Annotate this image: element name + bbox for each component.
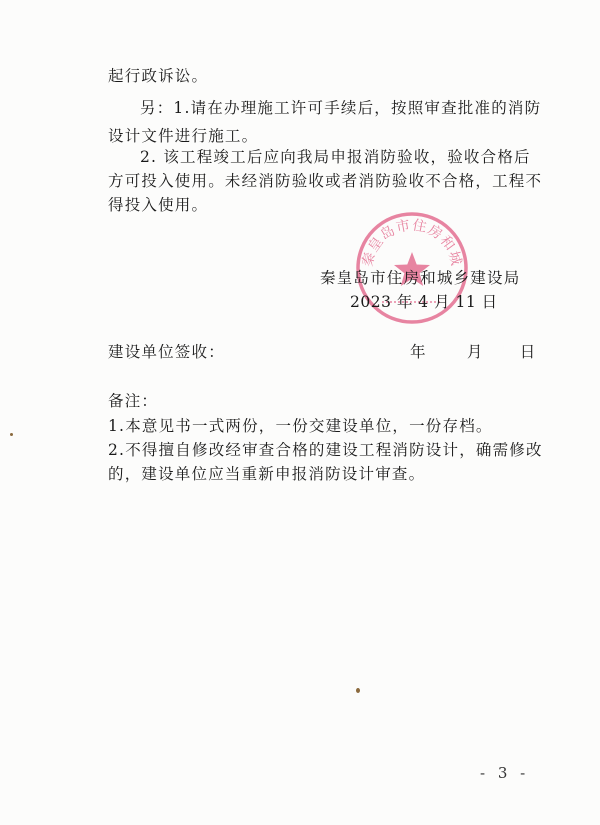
body-line-2: 另：1.请在办理施工许可手续后，按照审查批准的消防 <box>140 99 542 117</box>
body-line-6: 得投入使用。 <box>108 196 209 214</box>
note-line-3: 的，建设单位应当重新申报消防设计审查。 <box>108 465 426 483</box>
note-line-1: 1.本意见书一式两份，一份交建设单位，一份存档。 <box>108 417 493 435</box>
body-line-1: 起行政诉讼。 <box>108 67 209 85</box>
month-field: 月 <box>466 343 484 361</box>
notes-heading: 备注： <box>108 392 159 410</box>
seal-text: 秦皇岛市住房和城 <box>359 217 465 269</box>
sign-date-fields <box>410 342 536 362</box>
body-line-5: 方可投入使用。未经消防验收或者消防验收不合格，工程不 <box>108 172 543 190</box>
day-field: 日 <box>519 343 537 361</box>
sign-label: 建设单位签收： <box>108 343 225 361</box>
scan-speck <box>10 433 13 436</box>
scan-speck <box>356 688 360 693</box>
note-line-2: 2.不得擅自修改经审查合格的建设工程消防设计，确需修改 <box>108 441 543 459</box>
year-field: 年 <box>410 343 427 361</box>
issue-date: 2023 年 4 月 11 日 <box>350 293 498 311</box>
issuing-authority: 秦皇岛市住房和城乡建设局 <box>320 269 521 287</box>
page-number: - 3 - <box>480 764 530 782</box>
body-line-4: 2. 该工程竣工后应向我局申报消防验收，验收合格后 <box>140 148 531 166</box>
body-line-3: 设计文件进行施工。 <box>108 127 259 145</box>
